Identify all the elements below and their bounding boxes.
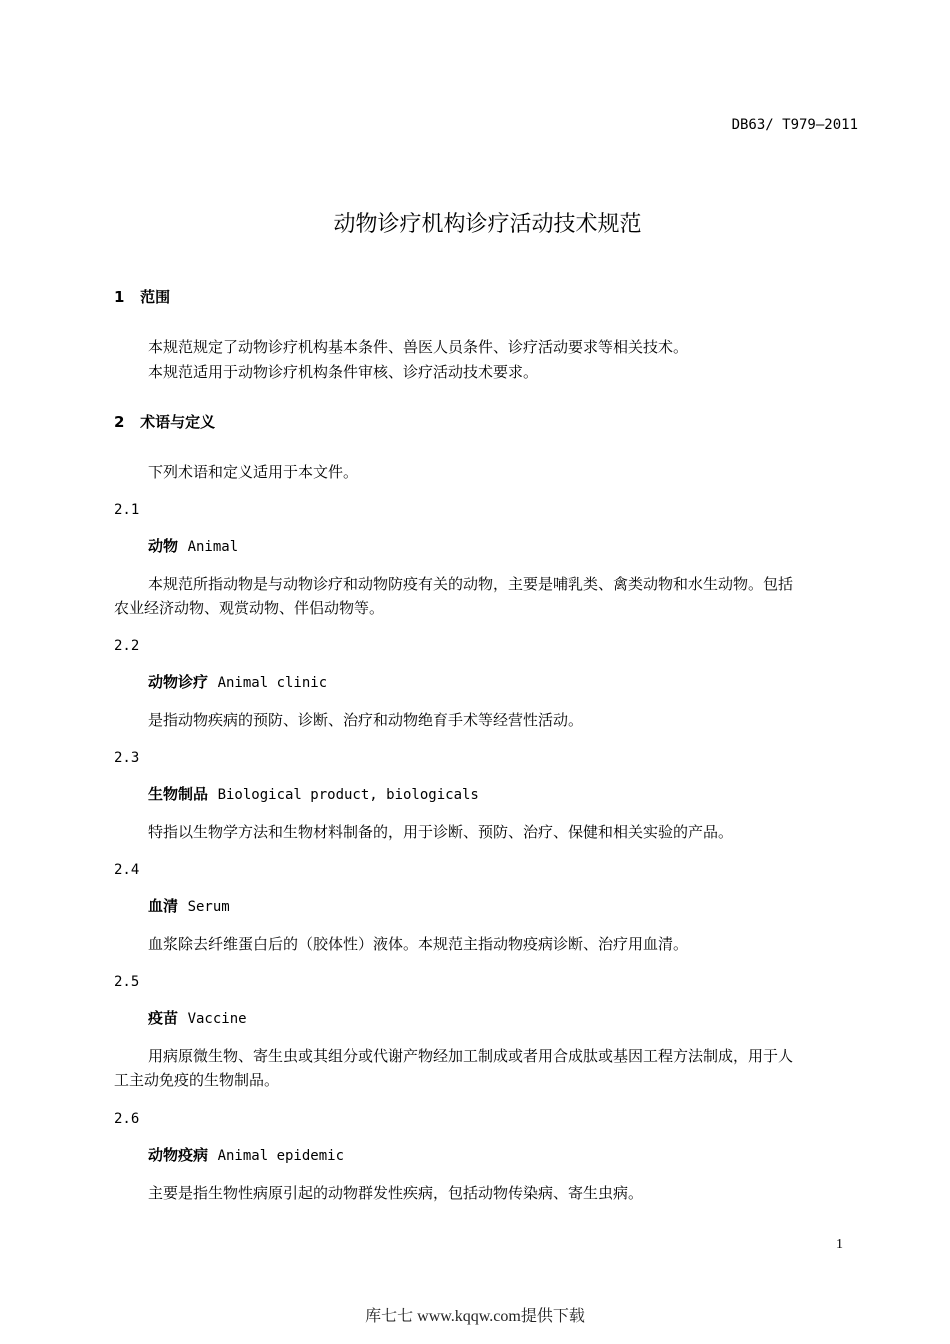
term-heading (148, 1145, 344, 1166)
term-heading (148, 1008, 247, 1029)
term-cn: 生物制品 (148, 785, 209, 803)
term-cn: 动物疫病 (148, 1146, 209, 1164)
section-number: 2 (114, 413, 125, 431)
term-en: Biological product, biologicals (217, 787, 479, 803)
term-cn: 动物诊疗 (148, 673, 209, 691)
term-number: 2.6 (114, 1111, 140, 1127)
doc-number: DB63/ T979—2011 (731, 117, 858, 133)
paragraph: 下列术语和定义适用于本文件。 (148, 463, 359, 481)
term-number: 2.3 (114, 750, 140, 766)
term-en: Animal epidemic (217, 1148, 344, 1164)
term-cn: 动物 (148, 537, 179, 555)
page-title: 动物诊疗机构诊疗活动技术规范 (333, 212, 642, 237)
term-number: 2.2 (114, 638, 140, 654)
page-number: 1 (836, 1237, 843, 1252)
term-number: 2.5 (114, 974, 140, 990)
term-heading (148, 672, 327, 693)
term-definition: 农业经济动物、观赏动物、伴侣动物等。 (114, 599, 385, 617)
term-en: Animal (187, 539, 239, 555)
term-cn: 疫苗 (148, 1009, 179, 1027)
term-heading (148, 896, 230, 917)
term-definition: 本规范所指动物是与动物诊疗和动物防疫有关的动物，主要是哺乳类、禽类动物和水生动物。包括 (148, 575, 794, 593)
section-2-heading (114, 412, 215, 432)
paragraph: 本规范规定了动物诊疗机构基本条件、兽医人员条件、诊疗活动要求等相关技术。 (148, 338, 689, 356)
term-definition: 主要是指生物性病原引起的动物群发性疾病，包括动物传染病、寄生虫病。 (148, 1184, 644, 1202)
term-en: Animal clinic (217, 675, 328, 691)
term-definition: 特指以生物学方法和生物材料制备的，用于诊断、预防、治疗、保健和相关实验的产品。 (148, 823, 734, 841)
section-number: 1 (114, 288, 125, 306)
paragraph: 本规范适用于动物诊疗机构条件审核、诊疗活动技术要求。 (148, 363, 539, 381)
term-cn: 血清 (148, 897, 179, 915)
term-heading (148, 536, 238, 557)
term-number: 2.1 (114, 502, 140, 518)
term-number: 2.4 (114, 862, 140, 878)
term-definition: 工主动免疫的生物制品。 (114, 1071, 280, 1089)
term-en: Serum (187, 899, 230, 915)
section-title: 术语与定义 (140, 413, 216, 431)
term-en: Vaccine (187, 1011, 247, 1027)
section-title: 范围 (140, 288, 171, 306)
term-definition: 血浆除去纤维蛋白后的（胶体性）液体。本规范主指动物疫病诊断、治疗用血清。 (148, 935, 689, 953)
footer-watermark: 库七七 www.kqqw.com提供下载 (365, 1308, 585, 1325)
term-heading (148, 784, 479, 805)
term-definition: 是指动物疾病的预防、诊断、治疗和动物绝育手术等经营性活动。 (148, 711, 584, 729)
term-definition: 用病原微生物、寄生虫或其组分或代谢产物经加工制成或者用合成肽或基因工程方法制成，用于人 (148, 1047, 794, 1065)
section-1-heading (114, 287, 170, 307)
